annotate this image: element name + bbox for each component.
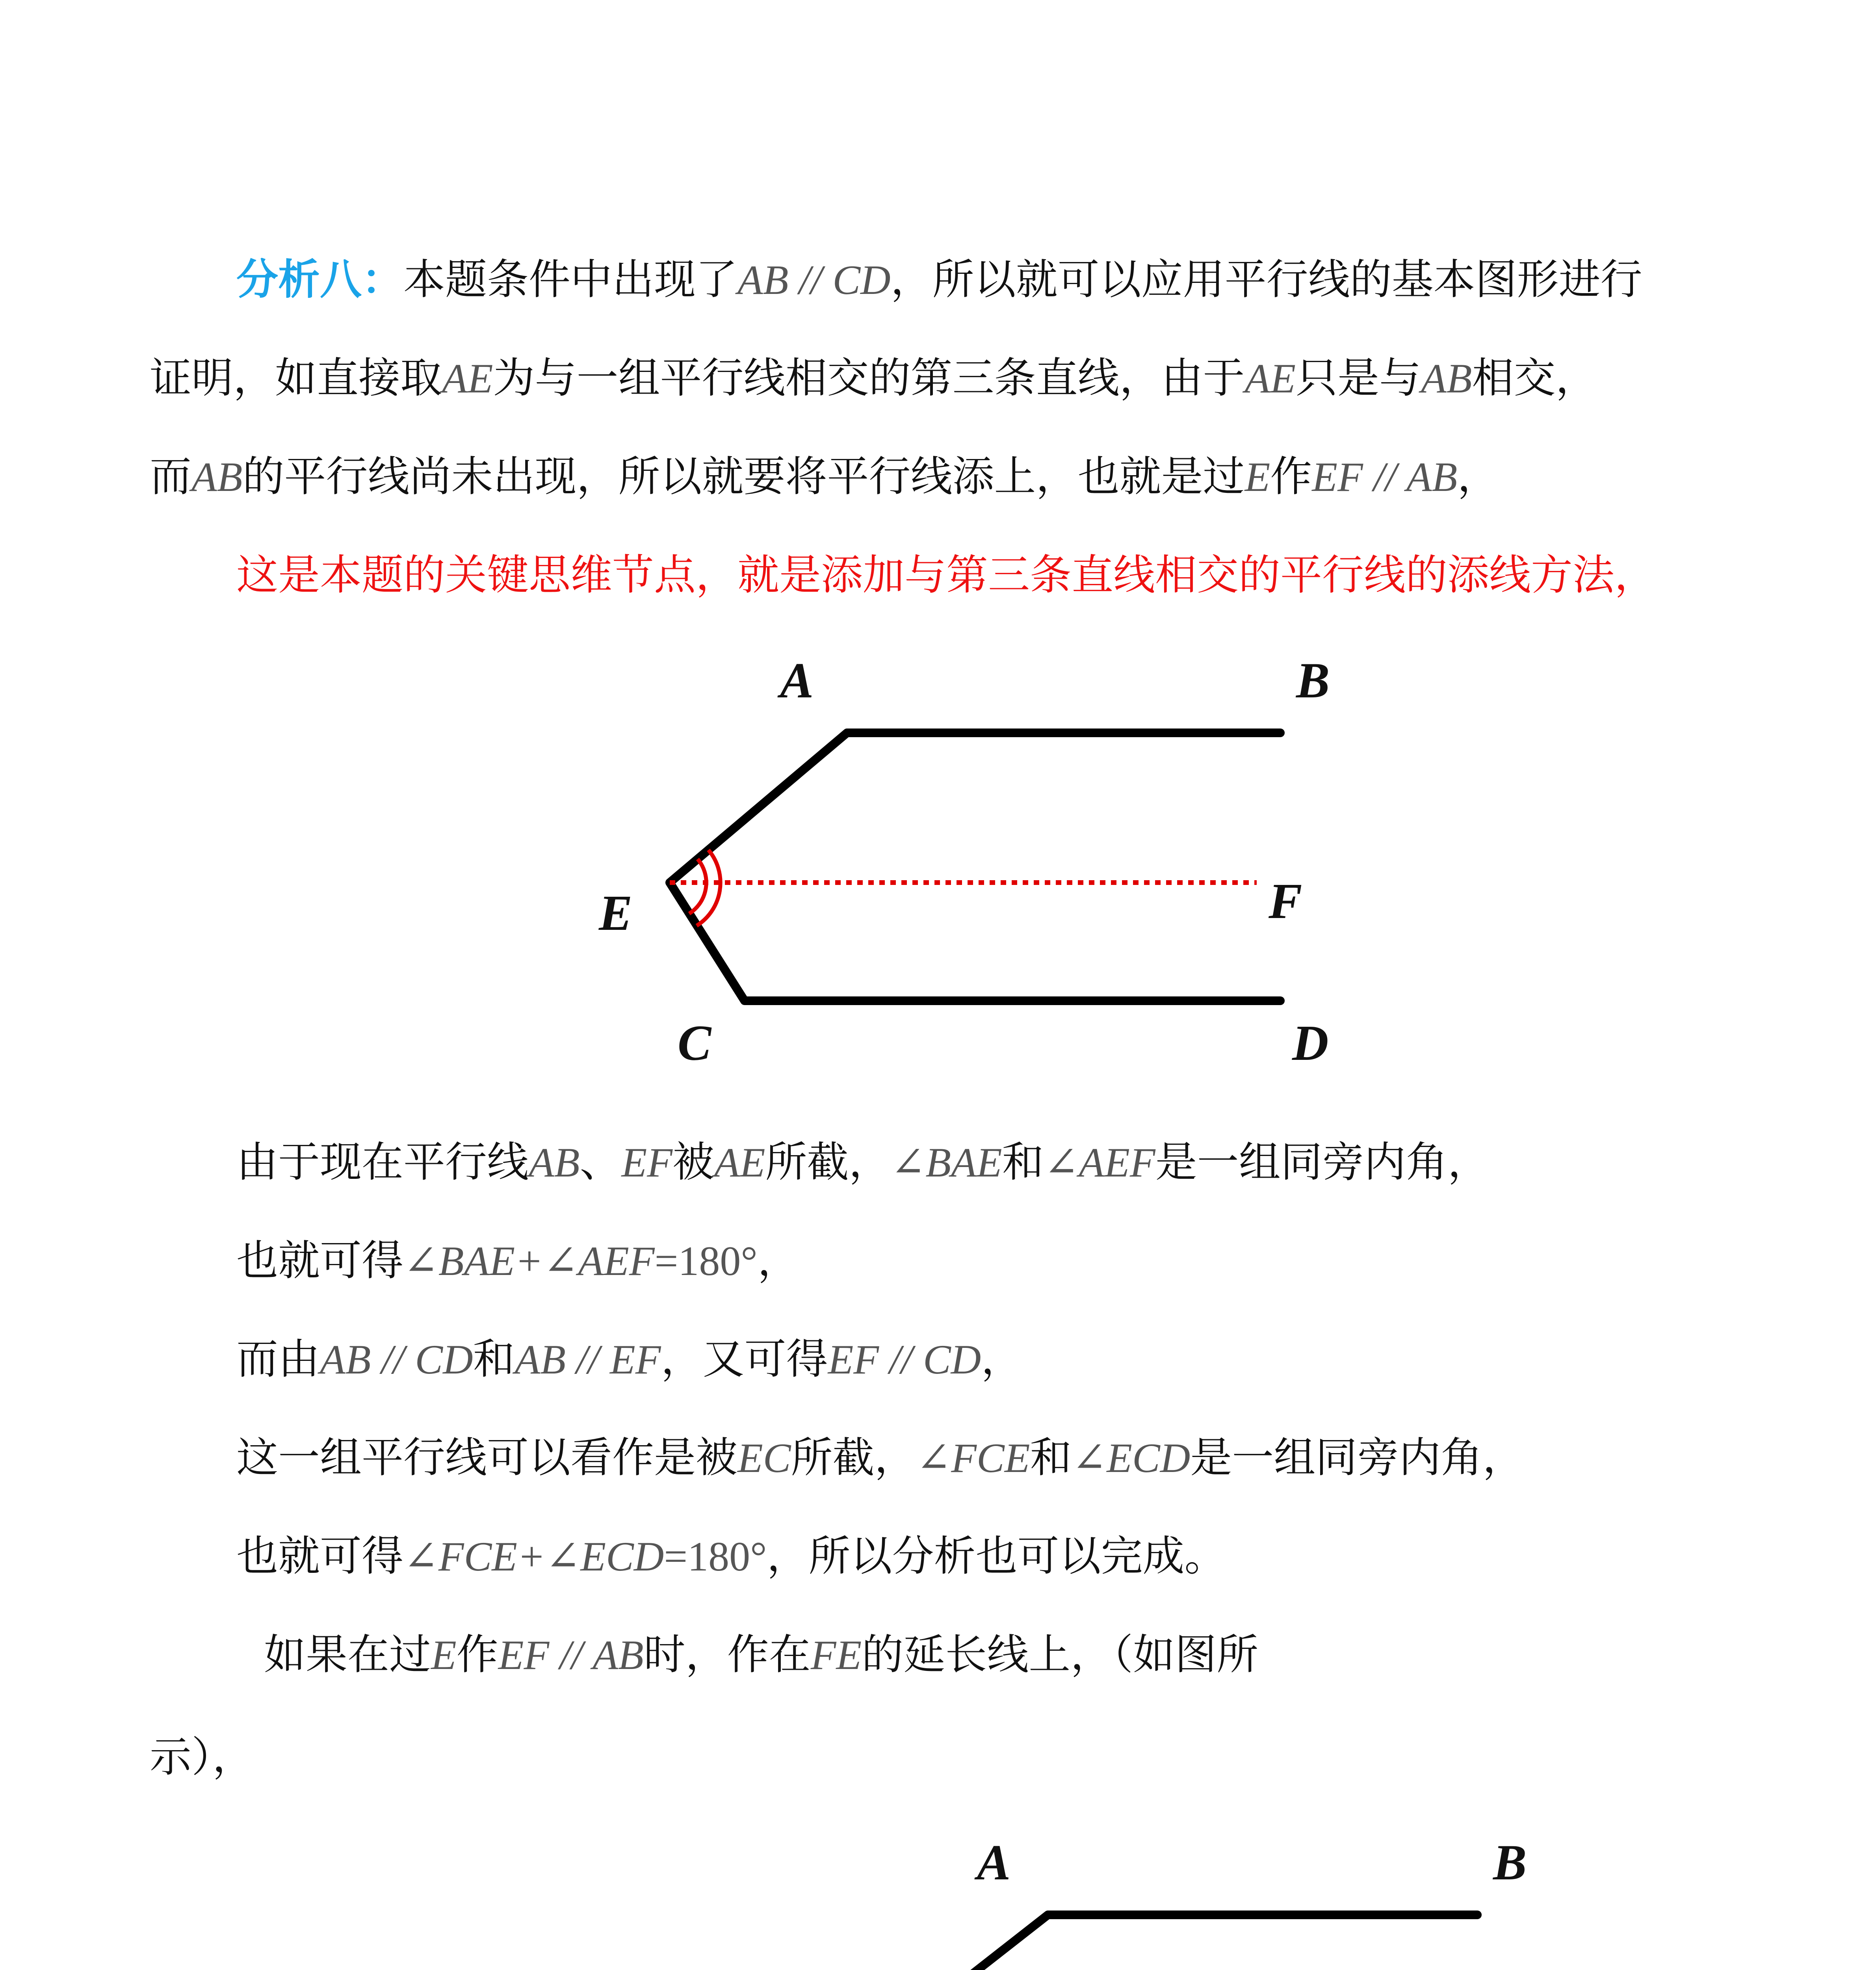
body-line-2 xyxy=(236,1233,799,1289)
text: 而由 xyxy=(236,1335,320,1383)
math-expr: AE xyxy=(714,1139,765,1186)
point-label-A: A xyxy=(977,1834,1011,1890)
paragraph-line-3 xyxy=(150,449,1499,505)
text: 也就可得 xyxy=(236,1532,403,1580)
point-label-D: D xyxy=(1292,1015,1329,1071)
body-line-5 xyxy=(236,1529,1226,1584)
paragraph-line-1 xyxy=(236,252,1642,308)
math-expr: EC xyxy=(737,1435,791,1481)
text: 和 xyxy=(1030,1433,1072,1482)
analysis-title: 分析八： xyxy=(236,255,403,304)
math-expr: FE xyxy=(810,1632,862,1678)
math-expr: ∠AEF xyxy=(1044,1139,1155,1186)
text: 证明，如直接取 xyxy=(150,354,442,402)
math-expr: E xyxy=(431,1632,457,1678)
key-point-line: 这是本题的关键思维节点，就是添加与第三条直线相交的平行线的添线方法， xyxy=(236,551,1656,599)
text: 作 xyxy=(1270,452,1312,501)
point-label-B: B xyxy=(1493,1834,1527,1890)
math-expr: AB xyxy=(529,1139,580,1186)
math-expr: EF // AB xyxy=(498,1632,644,1678)
text: ，所以就可以应用平行线的基本图形进行 xyxy=(890,255,1642,304)
text: 和 xyxy=(1002,1138,1044,1186)
text: 也就可得 xyxy=(236,1236,403,1285)
text: ，所以分析也可以完成。 xyxy=(767,1532,1226,1580)
point-label-C: C xyxy=(678,1015,711,1071)
text: 本题条件中出现了 xyxy=(403,255,737,304)
math-expr: =180° xyxy=(654,1238,758,1284)
math-expr: E xyxy=(1244,454,1270,500)
geometry-figure-1 xyxy=(571,646,1359,1080)
text: ，又可得 xyxy=(661,1335,828,1383)
text: ， xyxy=(757,1236,799,1285)
math-expr: EF // AB xyxy=(1312,454,1458,500)
body-line-7 xyxy=(150,1730,254,1785)
math-expr: =180° xyxy=(664,1533,767,1580)
point-label-E: E xyxy=(599,885,633,941)
math-expr: ∠FCE+∠ECD xyxy=(403,1533,664,1580)
math-expr: AB // EF xyxy=(515,1336,661,1383)
text: 和 xyxy=(473,1335,515,1383)
text: 被 xyxy=(672,1138,714,1186)
text: 所截， xyxy=(765,1138,891,1186)
math-expr: AB // CD xyxy=(737,257,891,303)
math-expr: EF xyxy=(621,1139,672,1186)
math-expr: AB xyxy=(191,454,243,500)
body-line-6 xyxy=(264,1627,1258,1683)
text: 所截， xyxy=(791,1433,916,1482)
text: 这一组平行线可以看作是被 xyxy=(236,1433,737,1482)
text: 而 xyxy=(150,452,191,501)
geometry-figure-2 xyxy=(307,1828,1568,1970)
math-expr: ∠FCE xyxy=(916,1435,1030,1481)
math-expr: AB xyxy=(1421,355,1472,401)
math-expr: AE xyxy=(1244,355,1296,401)
text: 相交， xyxy=(1472,354,1597,402)
text: 只是与 xyxy=(1296,354,1421,402)
point-label-A: A xyxy=(780,652,814,708)
text: 、 xyxy=(580,1138,622,1186)
body-line-1 xyxy=(236,1135,1490,1190)
text: 作 xyxy=(456,1630,498,1679)
body-line-4 xyxy=(236,1430,1524,1486)
body-line-3 xyxy=(236,1332,1023,1387)
paragraph-line-2 xyxy=(150,351,1597,406)
text: 的延长线上，（如图所 xyxy=(862,1630,1259,1679)
text: 时，作在 xyxy=(643,1630,811,1679)
text: 为与一组平行线相交的第三条直线，由于 xyxy=(493,354,1245,402)
math-expr: AB // CD xyxy=(320,1336,473,1383)
text: 示）， xyxy=(150,1733,254,1781)
text: 是一组同旁内角， xyxy=(1155,1138,1490,1186)
text: ， xyxy=(1457,452,1499,501)
text: 如果在过 xyxy=(264,1630,431,1679)
point-label-B: B xyxy=(1296,652,1330,708)
math-expr: EF // CD xyxy=(828,1336,981,1383)
math-expr: ∠BAE+∠AEF xyxy=(403,1238,655,1284)
segment-BAEC-D xyxy=(867,1915,1477,1970)
text: ， xyxy=(981,1335,1023,1383)
segment-BAEC-D xyxy=(670,733,1280,1001)
text: 的平行线尚未出现，所以就要将平行线添上，也就是过 xyxy=(242,452,1245,501)
math-expr: ∠BAE xyxy=(890,1139,1002,1186)
point-label-F: F xyxy=(1269,873,1302,929)
text: 是一组同旁内角， xyxy=(1190,1433,1525,1482)
math-expr: ∠ECD xyxy=(1072,1435,1191,1481)
math-expr: AE xyxy=(442,355,493,401)
text: 由于现在平行线 xyxy=(236,1138,529,1186)
